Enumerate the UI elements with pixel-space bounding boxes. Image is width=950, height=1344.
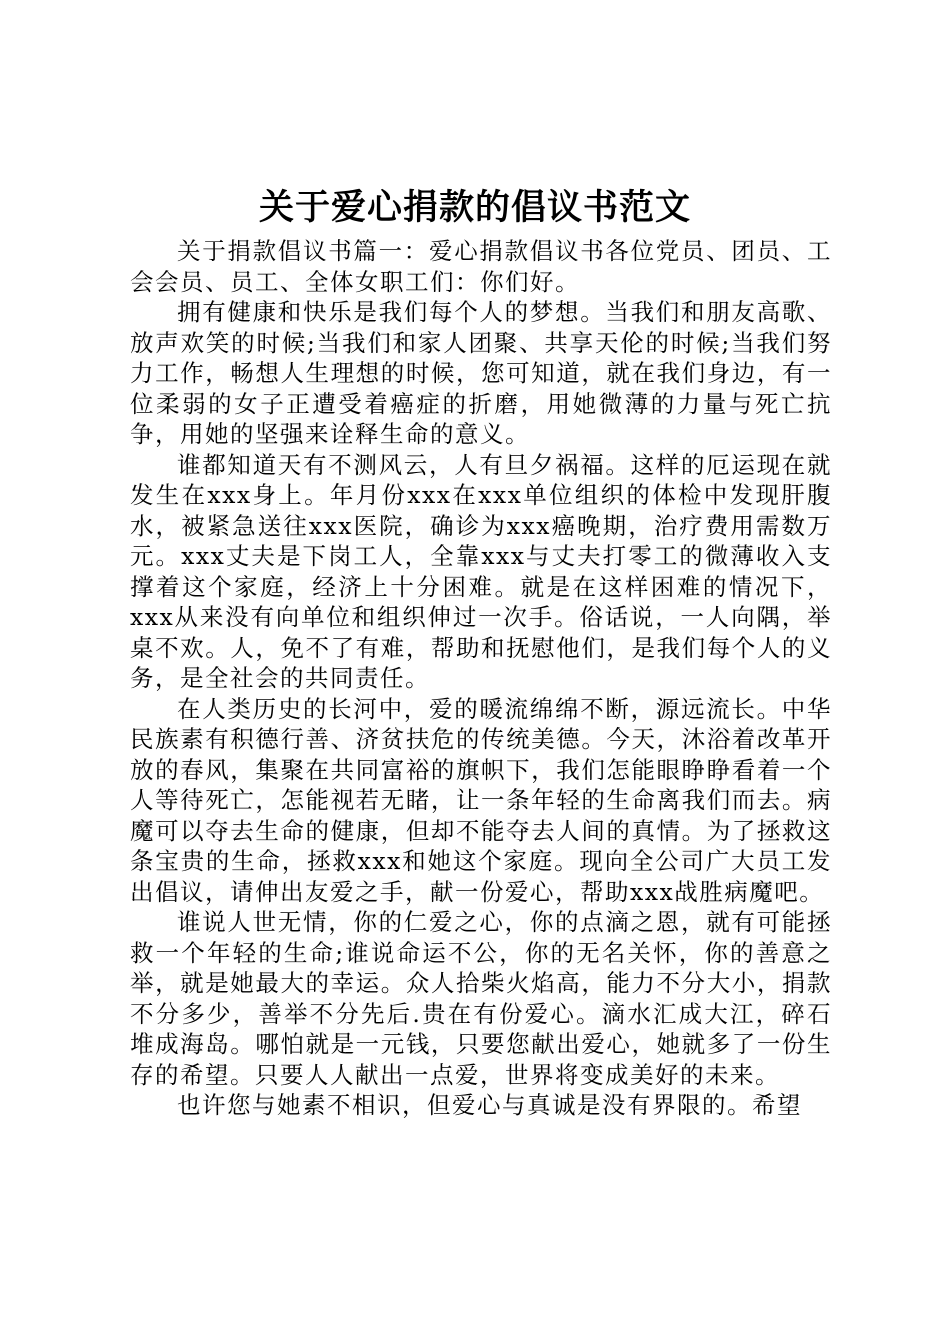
document-title: 关于爱心捐款的倡议书范文 bbox=[258, 187, 691, 228]
paragraph-3: 谁都知道天有不测风云，人有旦夕祸福。这样的厄运现在就发生在xxx身上。年月份xxx在xxx单位组织的体检中发现肝腹水，被紧急送往xxx医院，确诊为xxx癌晚期，治疗费用需数万元。xxx丈夫是下岗工人，全靠xxx与丈夫打零工的微薄收入支撑着这个家庭，经济上十分困难。就是在这样困难的情况下，xxx从来没有向单位和组织伸过一次手。俗话说，一人向隅，举桌不欢。人，免不了有难，帮助和抚慰他们，是我们每个人的义务，是全社会的共同责任。 bbox=[130, 450, 832, 692]
paragraph-2: 拥有健康和快乐是我们每个人的梦想。当我们和朋友高歌、放声欢笑的时候;当我们和家人团聚、共享天伦的时候;当我们努力工作，畅想人生理想的时候，您可知道，就在我们身边，有一位柔弱的女子正遭受着癌症的折磨，用她微薄的力量与死亡抗争，用她的坚强来诠释生命的意义。 bbox=[130, 298, 832, 448]
paragraph-6: 也许您与她素不相识，但爱心与真诚是没有界限的。希望 bbox=[177, 1091, 802, 1119]
paragraph-5: 谁说人世无情，你的仁爱之心，你的点滴之恩，就有可能拯救一个年轻的生命;谁说命运不公，你的无名关怀，你的善意之举，就是她最大的幸运。众人拾柴火焰高，能力不分大小，捐款不分多少，善举不分先后.贵在有份爱心。滴水汇成大江，碎石堆成海岛。哪怕就是一元钱，只要您献出爱心，她就多了一份生存的希望。只要人人献出一点爱，世界将变成美好的未来。 bbox=[130, 908, 832, 1089]
paragraph-4: 在人类历史的长河中，爱的暖流绵绵不断，源远流长。中华民族素有积德行善、济贫扶危的传统美德。今天，沐浴着改革开放的春风，集聚在共同富裕的旗帜下，我们怎能眼睁睁看着一个人等待死亡，怎能视若无睹，让一条年轻的生命离我们而去。病魔可以夺去生命的健康，但却不能夺去人间的真情。为了拯救这条宝贵的生命，拯救xxx和她这个家庭。现向全公司广大员工发出倡议，请伸出友爱之手，献一份爱心，帮助xxx战胜病魔吧。 bbox=[130, 694, 832, 906]
paragraph-1: 关于捐款倡议书篇一：爱心捐款倡议书各位党员、团员、工会会员、员工、全体女职工们：你们好。 bbox=[130, 237, 832, 296]
document-body bbox=[130, 236, 832, 1121]
